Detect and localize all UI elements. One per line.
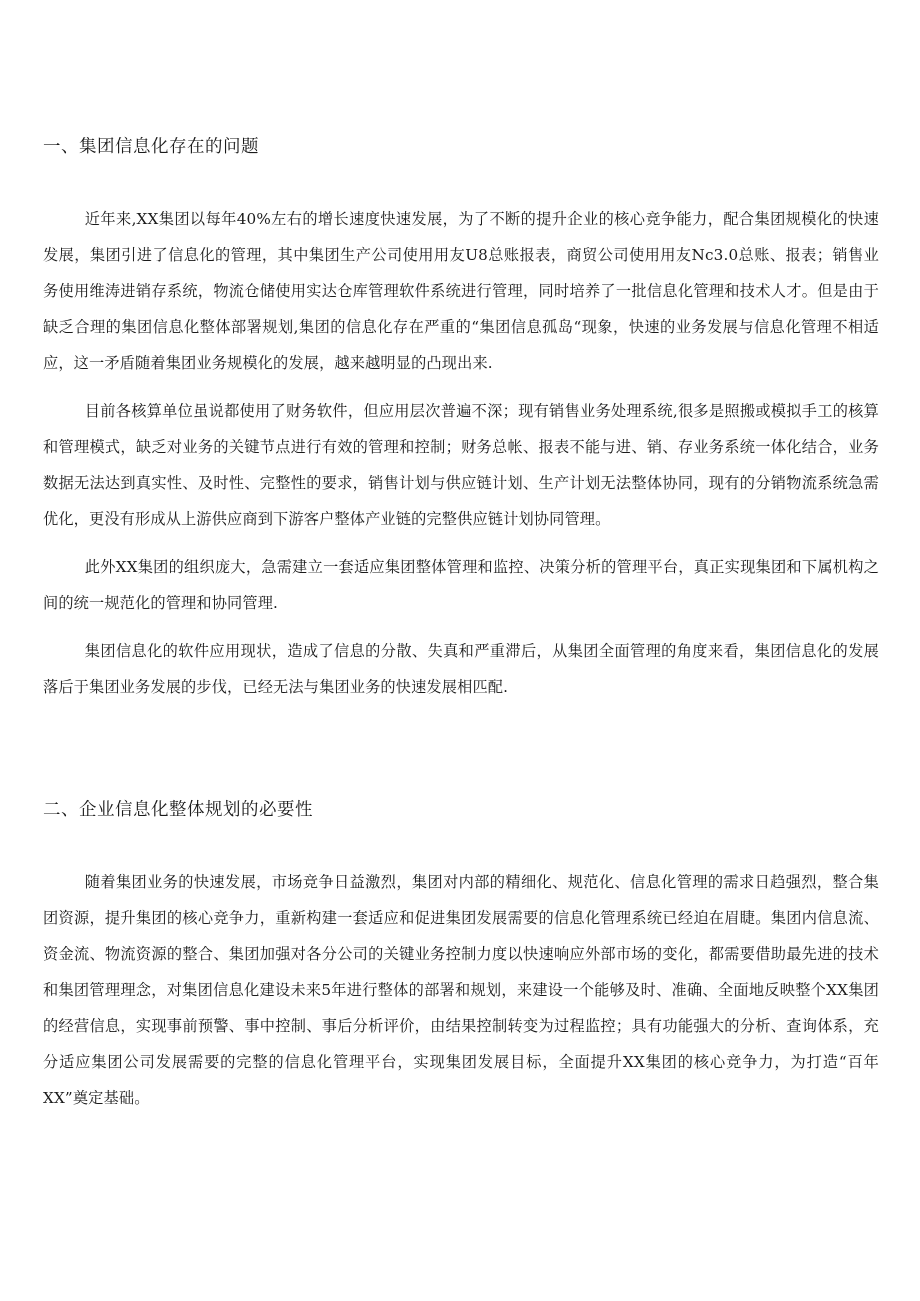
section-heading-problems: 一、集团信息化存在的问题 [43,137,259,157]
paragraph: 集团信息化的软件应用现状，造成了信息的分散、失真和严重滞后，从集团全面管理的角度来看，集团信息化的发展落后于集团业务发展的步伐，已经无法与集团业务的快速发展相匹配. [43,642,879,696]
paragraph: 目前各核算单位虽说都使用了财务软件，但应用层次普遍不深；现有销售业务处理系统,很多是照搬或模拟手工的核算和管理模式，缺乏对业务的关键节点进行有效的管理和控制；财务总帐、报表不能与进、销、存业务系统一体化结合，业务数据无法达到真实性、及时性、完整性的要求，销售计划与供应链计划、生产计划无法整体协同，现有的分销物流系统急需优化，更没有形成从上游供应商到下游客户整体产业链的完整供应链计划协同管理。 [43,402,879,528]
section-body-problems [43,201,879,705]
section-body-necessity [43,864,879,1116]
section-heading-necessity: 二、企业信息化整体规划的必要性 [43,800,313,820]
paragraph: 随着集团业务的快速发展，市场竞争日益激烈，集团对内部的精细化、规范化、信息化管理的需求日趋强烈，整合集团资源，提升集团的核心竞争力，重新构建一套适应和促进集团发展需要的信息化管理系统已经迫在眉睫。集团内信息流、资金流、物流资源的整合、集团加强对各分公司的关键业务控制力度以快速响应外部市场的变化，都需要借助最先进的技术和集团管理理念，对集团信息化建设未来5年进行整体的部署和规划，来建设一个能够及时、准确、全面地反映整个XX集团的经营信息，实现事前预警、事中控制、事后分析评价，由结果控制转变为过程监控；具有功能强大的分析、查询体系，充分适应集团公司发展需要的完整的信息化管理平台，实现集团发展目标，全面提升XX集团的核心竞争力，为打造“百年XX”奠定基础。 [43,873,879,1107]
paragraph: 此外XX集团的组织庞大，急需建立一套适应集团整体管理和监控、决策分析的管理平台，真正实现集团和下属机构之间的统一规范化的管理和协同管理. [43,558,879,612]
paragraph: 近年来,XX集团以每年40%左右的增长速度快速发展，为了不断的提升企业的核心竞争能力，配合集团规模化的快速发展，集团引进了信息化的管理，其中集团生产公司使用用友U8总账报表，商贸公司使用用友Nc3.0总账、报表；销售业务使用维涛进销存系统，物流仓储使用实达仓库管理软件系统进行管理，同时培养了一批信息化管理和技术人才。但是由于缺乏合理的集团信息化整体部署规划,集团的信息化存在严重的“集团信息孤岛“现象，快速的业务发展与信息化管理不相适应，这一矛盾随着集团业务规模化的发展，越来越明显的凸现出来. [43,210,879,372]
